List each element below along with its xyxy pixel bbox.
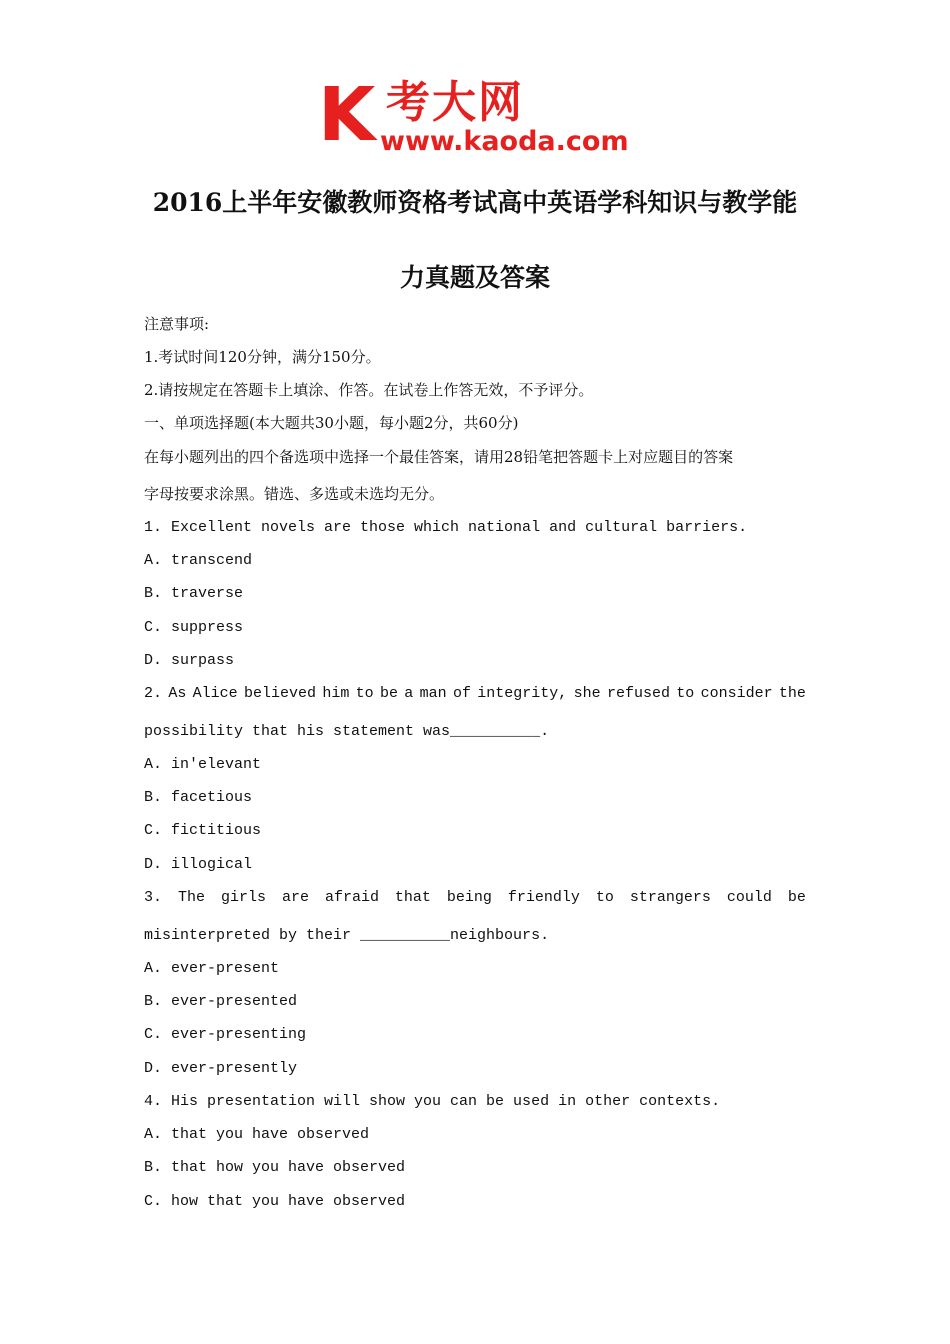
section-instruction-line-2: 字母按要求涂黑。错选、多选或未选均无分。	[144, 485, 445, 503]
logo-chinese-text: 考大网	[386, 77, 524, 128]
word: friendly	[507, 889, 580, 906]
question-4-stem: 4. His presentation will show you can be used in other contexts.	[144, 1093, 721, 1110]
question-3-stem-line-2: misinterpreted by their __________neighbours.	[144, 927, 550, 944]
document-title-line-1: 2016上半年安徽教师资格考试高中英语学科知识与教学能	[152, 188, 798, 217]
word: refused	[606, 685, 670, 702]
question-3-option-b: B. ever-presented	[144, 993, 298, 1010]
word: As	[168, 685, 187, 702]
question-2-option-d: D. illogical	[144, 856, 253, 873]
logo-k-mark: K	[318, 72, 374, 158]
question-3-option-a: A. ever-present	[144, 960, 280, 977]
word: afraid	[324, 889, 379, 906]
word: be	[379, 685, 398, 702]
question-4-option-a: A. that you have observed	[144, 1126, 370, 1143]
word: believed	[243, 685, 316, 702]
kaoda-logo	[318, 72, 638, 160]
word: to	[676, 685, 695, 702]
word: strangers	[629, 889, 711, 906]
question-2-stem-line-1	[144, 684, 806, 704]
question-4-option-c: C. how that you have observed	[144, 1193, 406, 1210]
word: consider	[700, 685, 773, 702]
word: to	[595, 889, 614, 906]
question-3-option-d: D. ever-presently	[144, 1060, 298, 1077]
notes-item-1: 1.考试时间120分钟，满分150分。	[144, 348, 381, 366]
logo-url-text: www.kaoda.com	[380, 126, 629, 157]
word: of	[452, 685, 471, 702]
question-1-option-b: B. traverse	[144, 585, 244, 602]
question-3-stem-line-1	[144, 888, 806, 908]
word: are	[281, 889, 309, 906]
word: Alice	[192, 685, 238, 702]
word: 3.	[144, 889, 163, 906]
notes-item-2: 2.请按规定在答题卡上填涂、作答。在试卷上作答无效，不予评分。	[144, 381, 594, 399]
question-2-option-b: B. facetious	[144, 789, 253, 806]
word: could	[726, 889, 772, 906]
question-3-option-c: C. ever-presenting	[144, 1026, 307, 1043]
notes-heading: 注意事项:	[144, 315, 210, 333]
word: integrity,	[477, 685, 568, 702]
question-1-option-a: A. transcend	[144, 552, 253, 569]
word: being	[446, 889, 492, 906]
question-2-option-a: A. in'elevant	[144, 756, 262, 773]
word: a	[404, 685, 414, 702]
word: The	[177, 889, 205, 906]
question-2-stem-line-2: possibility that his statement was__________.	[144, 723, 550, 740]
section-instruction-line-1: 在每小题列出的四个备选项中选择一个最佳答案，请用28铅笔把答题卡上对应题目的答案	[144, 448, 734, 466]
word: 2.	[144, 685, 163, 702]
question-1-stem: 1. Excellent novels are those which national and cultural barriers.	[144, 519, 748, 536]
word: to	[355, 685, 374, 702]
word: be	[787, 889, 806, 906]
word: she	[573, 685, 601, 702]
question-1-option-d: D. surpass	[144, 652, 235, 669]
word: him	[322, 685, 350, 702]
question-2-option-c: C. fictitious	[144, 822, 262, 839]
question-1-option-c: C. suppress	[144, 619, 244, 636]
word: that	[394, 889, 431, 906]
word: man	[419, 685, 447, 702]
question-4-option-b: B. that how you have observed	[144, 1159, 406, 1176]
word: the	[778, 685, 806, 702]
word: girls	[220, 889, 266, 906]
section-heading: 一、单项选择题(本大题共30小题，每小题2分，共60分)	[144, 414, 519, 432]
document-title-line-2: 力真题及答案	[399, 263, 550, 292]
